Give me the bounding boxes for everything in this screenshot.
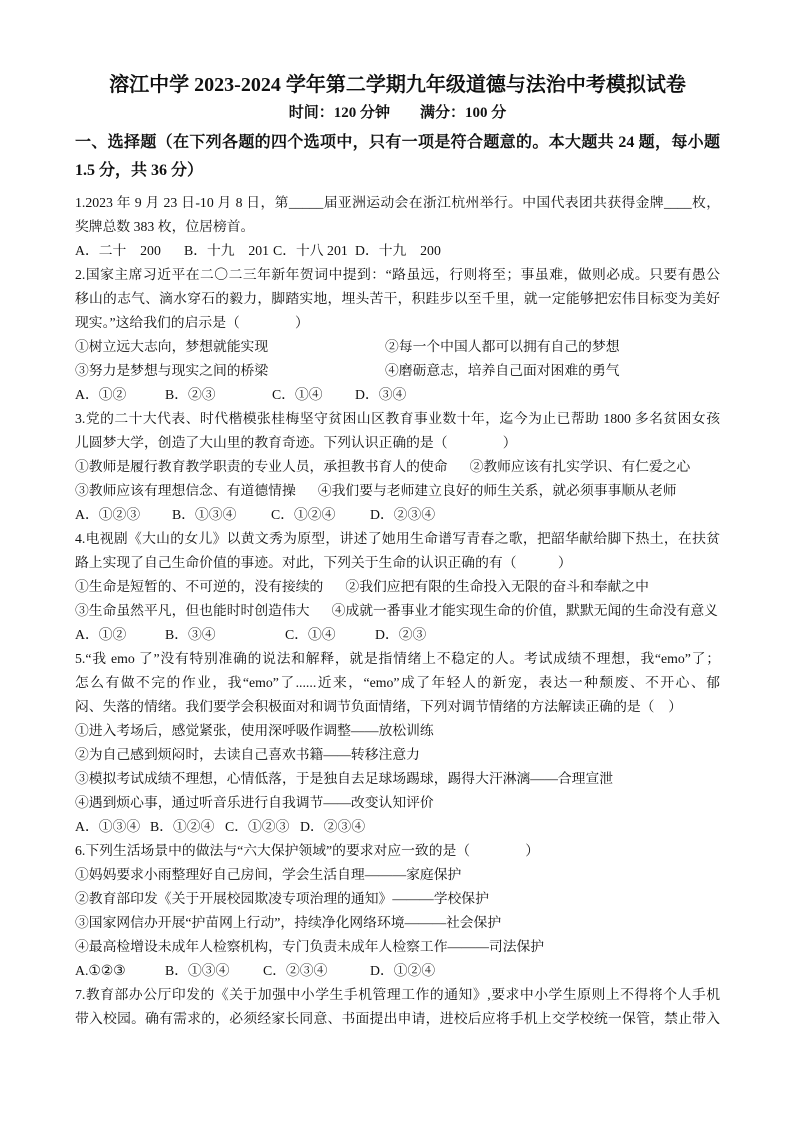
question-stem-line: 奖牌总数 383 枚，位居榜首。 (75, 219, 255, 234)
option-row (75, 767, 720, 791)
option-statement: ④成就一番事业才能实现生命的价值，默默无闻的生命没有意义 (331, 603, 718, 618)
option-row (75, 719, 720, 743)
option-statement: ③模拟考试成绩不理想，心情低落，于是独自去足球场踢球，踢得大汗淋漓——合理宣泄 (75, 771, 614, 786)
option-row (75, 575, 720, 599)
question-stem-line: 闷、失落的情绪。我们要学会积极面对和调节负面情绪，下列对调节情绪的方法解读正确的是（ ） (75, 699, 683, 714)
question-7 (75, 983, 720, 1031)
answer-choice-b: B．③④ (165, 627, 216, 642)
option-statement: ④遇到烦心事，通过听音乐进行自我调节——改变认知评价 (75, 795, 434, 810)
question-stem-line: 1.2023 年 9 月 23 日-10 月 8 日，第_____届亚洲运动会在浙江杭州举行。中国代表团共获得金牌____枚， (75, 195, 720, 210)
question-2 (75, 263, 720, 407)
question-stem (75, 983, 720, 1031)
answer-choice-c: C．②③④ (263, 963, 328, 978)
option-row (75, 359, 720, 383)
question-4 (75, 527, 720, 647)
answer-choice-d: D．十九 200 (355, 243, 441, 258)
question-stem-line: 2.国家主席习近平在二〇二三年新年贺词中提到：“路虽远，行则将至；事虽难，做则必成。只要有愚公 (75, 267, 720, 282)
answer-choice-c: C．①②④ (271, 507, 336, 522)
answer-choice-b: B．十九 201 (184, 243, 270, 258)
option-row (75, 479, 720, 503)
answer-choices (75, 239, 720, 263)
question-stem (75, 839, 720, 863)
option-statement: ④磨砺意志，培养自己面对困难的勇气 (385, 363, 620, 378)
question-stem-line: 现实。”这给我们的启示是（ ） (75, 315, 309, 330)
answer-choice-d: D．②③④ (370, 507, 436, 522)
section-heading-line: 一、选择题（在下列各题的四个选项中，只有一项是符合题意的。本大题共 24 题，每小题 (75, 134, 720, 151)
question-stem (75, 407, 720, 455)
option-statement: ②教师应该有扎实学识、有仁爱之心 (469, 459, 691, 474)
question-stem-line: 移山的志气、滴水穿石的毅力，脚踏实地，埋头苦干，积跬步以至千里，就一定能够把宏伟目标变为美好 (75, 291, 720, 306)
answer-choices (75, 959, 720, 983)
question-3 (75, 407, 720, 527)
answer-choice-d: D．③④ (355, 387, 407, 402)
option-statement: ③生命虽然平凡，但也能时时创造伟大 (75, 603, 310, 618)
option-statement: ③教师应该有理想信念、有道德情操 (75, 483, 296, 498)
answer-choice-c: C．十八 201 (273, 243, 348, 258)
answer-choice-a: A．①② (75, 627, 127, 642)
option-row (75, 599, 720, 623)
answer-choices (75, 623, 720, 647)
question-stem-line: 4.电视剧《大山的女儿》以黄文秀为原型，讲述了她用生命谱写青春之歌，把韶华献给脚下热土，在扶贫 (75, 531, 720, 546)
option-statement: ②教育部印发《关于开展校园欺凌专项治理的通知》———学校保护 (75, 891, 489, 906)
question-stem (75, 527, 720, 575)
question-stem-line: 5.“我 emo 了”没有特别准确的说法和解释，就是指情绪上不稳定的人。考试成绩不理想，我“emo”了； (75, 651, 720, 666)
answer-choice-b: B．①②④ (150, 819, 215, 834)
question-stem-line: 6.下列生活场景中的做法与“六大保护领域”的要求对应一致的是（ ） (75, 843, 540, 858)
answer-choice-a: A.①②③ (75, 963, 126, 978)
answer-choice-a: A．①③④ (75, 819, 141, 834)
question-stem (75, 263, 720, 335)
question-stem-line: 3.党的二十大代表、时代楷模张桂梅坚守贫困山区教育事业数十年，迄今为止已帮助 1800 多名贫困女孩 (75, 411, 720, 426)
option-statement: ③国家网信办开展“护苗网上行动”，持续净化网络环境———社会保护 (75, 915, 502, 930)
answer-choice-a: A．二十 200 (75, 243, 161, 258)
option-statement: ①教师是履行教育教学职责的专业人员，承担教书育人的使命 (75, 459, 448, 474)
option-row (75, 911, 720, 935)
section-heading-line: 1.5 分，共 36 分） (75, 162, 204, 179)
answer-choice-c: C．①④ (272, 387, 323, 402)
answer-choice-a: A．①② (75, 387, 127, 402)
page-content (75, 71, 720, 1031)
question-stem-line: 路上实现了自己生命价值的事迹。对此，下列关于生命的认识正确的有（ ） (75, 555, 572, 570)
answer-choice-d: D．①②④ (370, 963, 436, 978)
answer-choices (75, 503, 720, 527)
answer-choice-d: D．②③④ (300, 819, 366, 834)
option-statement: ④最高检增设未成年人检察机构，专门负责未成年人检察工作———司法保护 (75, 939, 545, 954)
question-stem-line: 儿圆梦大学，创造了大山里的教育奇迹。下列认识正确的是（ ） (75, 435, 517, 450)
question-stem-line: 怎么有做不完的作业，我“emo”了......近来，“emo”成了年轻人的新宠，表达一种颓废、不开心、郁 (75, 675, 720, 690)
exam-title: 溶江中学 2023-2024 学年第二学期九年级道德与法治中考模拟试卷 (109, 74, 686, 96)
option-row (75, 743, 720, 767)
option-statement: ②每一个中国人都可以拥有自己的梦想 (385, 339, 620, 354)
option-row (75, 863, 720, 887)
answer-choice-b: B．①③④ (165, 963, 230, 978)
question-stem-line: 7.教育部办公厅印发的《关于加强中小学生手机管理工作的通知》,要求中小学生原则上不得将个人手机 (75, 987, 720, 1002)
questions-list (75, 191, 720, 1031)
answer-choice-c: C．①④ (285, 627, 336, 642)
question-stem (75, 647, 720, 719)
option-row (75, 887, 720, 911)
answer-choice-a: A．①②③ (75, 507, 141, 522)
question-stem-line: 带入校园。确有需求的，必须经家长同意、书面提出申请，进校后应将手机上交学校统一保管，禁止带入 (75, 1011, 720, 1026)
answer-choice-d: D．②③ (375, 627, 427, 642)
answer-choices (75, 383, 720, 407)
option-statement: ②我们应把有限的生命投入无限的奋斗和奉献之中 (345, 579, 649, 594)
answer-choice-b: B．①③④ (172, 507, 237, 522)
answer-choice-b: B．②③ (165, 387, 216, 402)
option-row (75, 791, 720, 815)
option-statement: ①树立远大志向，梦想就能实现 (75, 339, 269, 354)
option-row (75, 935, 720, 959)
question-5 (75, 647, 720, 839)
option-row (75, 455, 720, 479)
option-statement: ①生命是短暂的、不可逆的，没有接续的 (75, 579, 324, 594)
answer-choices (75, 815, 720, 839)
option-statement: ①妈妈要求小雨整理好自己房间，学会生活自理———家庭保护 (75, 867, 462, 882)
option-statement: ④我们要与老师建立良好的师生关系，就必须事事顺从老师 (317, 483, 677, 498)
option-statement: ①进入考场后，感觉紧张，使用深呼吸作调整——放松训练 (75, 723, 434, 738)
option-statement: ③努力是梦想与现实之间的桥梁 (75, 363, 269, 378)
option-statement: ②为自己感到烦闷时，去读自己喜欢书籍——转移注意力 (75, 747, 420, 762)
option-row (75, 335, 720, 359)
question-stem (75, 191, 720, 239)
section-heading (75, 129, 720, 185)
answer-choice-c: C．①②③ (225, 819, 290, 834)
question-1 (75, 191, 720, 263)
exam-time-and-score: 时间：120 分钟 满分：100 分 (288, 105, 507, 121)
question-6 (75, 839, 720, 983)
